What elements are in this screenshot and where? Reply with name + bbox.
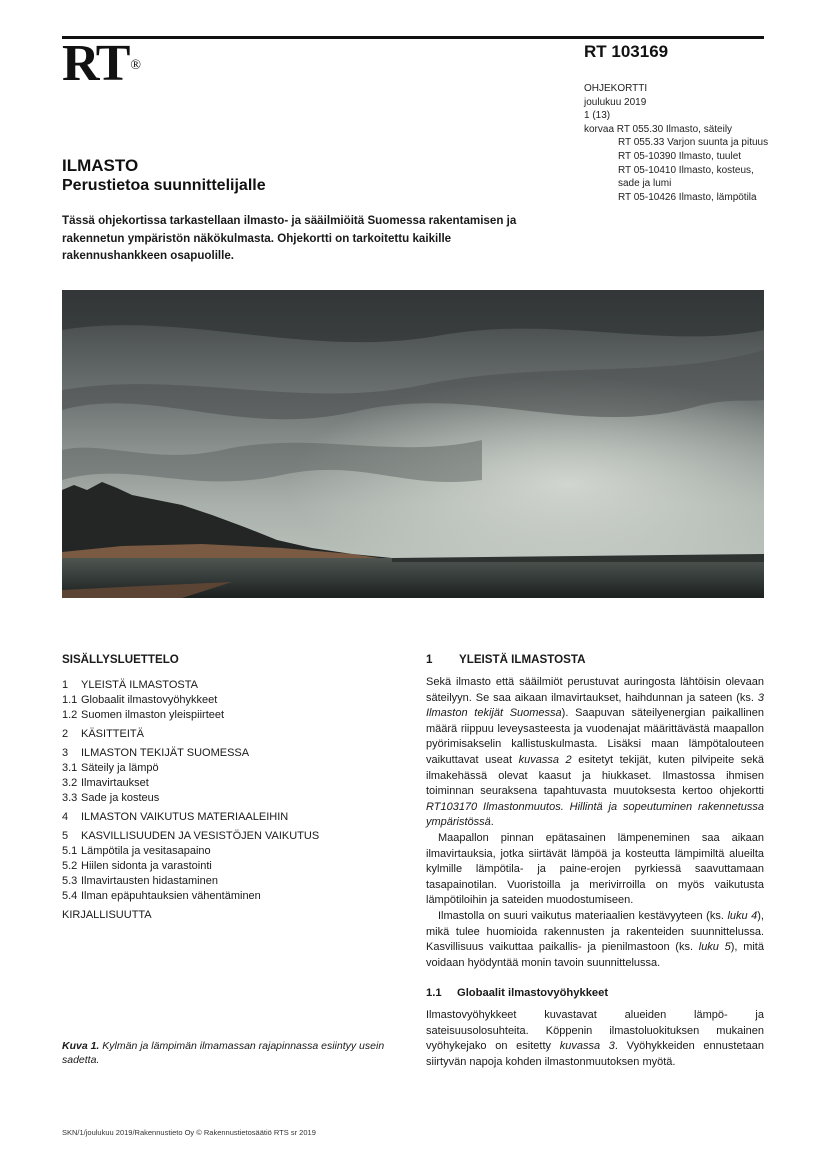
toc-entry: [62, 746, 402, 761]
toc-entry: [62, 761, 402, 776]
toc-number: 3: [62, 746, 69, 759]
toc-entry: [62, 889, 402, 904]
figure-caption: [62, 1039, 406, 1067]
caption-label: Kuva 1.: [62, 1040, 100, 1052]
replaces-line: RT 05-10410 Ilmasto, kosteus,: [618, 164, 754, 176]
page-count: 1 (13): [584, 110, 611, 122]
toc-number: 3.3: [62, 792, 78, 805]
toc-number: 2: [62, 728, 69, 741]
section-number: 1: [426, 653, 433, 666]
toc-number: 1: [62, 679, 69, 691]
toc-label: ILMASTON TEKIJÄT SUOMESSA: [81, 746, 250, 759]
toc-label: KÄSITTEITÄ: [81, 728, 144, 741]
replaces-line: RT 05-10390 Ilmasto, tuulet: [618, 150, 742, 162]
toc-number: 5.4: [62, 890, 78, 903]
toc-label: Hiilen sidonta ja varastointi: [81, 860, 212, 873]
toc-number: 3.2: [62, 777, 78, 790]
toc-entry: [62, 776, 402, 791]
subsection-heading: [426, 987, 608, 999]
toc-number: 1.2: [62, 709, 78, 722]
toc-number: 5.3: [62, 875, 78, 888]
cross-reference: RT103170 Ilmastonmuutos. Hillintä ja sopeutuminen rakennetussa ympäristössä: [426, 800, 764, 829]
toc-entry: [62, 791, 402, 806]
section-heading: [426, 653, 585, 666]
toc-entry: [62, 708, 402, 723]
table-of-contents: [62, 678, 402, 923]
intro-paragraph: Tässä ohjekortissa tarkastellaan ilmasto- ja sääilmiöitä Suomessa rakentamisen ja rakennetun ympäristön näkökulmasta. Ohjekortti on tarkoitettu kaikille rakennushankkeen osapuolille.: [62, 214, 517, 262]
page-subtitle: Perustietoa suunnittelijalle: [62, 177, 266, 194]
page-title: ILMASTO: [62, 156, 139, 175]
paragraph: Ilmastolla on suuri vaikutus materiaalien kestävyyteen (ks. luku 4), mikä tulee huomioida rakennusten ja rakenteiden suunnittelussa. Kasvillisuus vaikuttaa paikallis- ja pienilmastoon (ks. luku 5), mitä voidaan hyödyntää monin tavoin suunnittelussa.: [426, 909, 764, 969]
toc-entry: [62, 693, 402, 708]
section-body: [426, 675, 764, 971]
toc-entry: [62, 908, 402, 923]
paragraph: Maapallon pinnan epätasainen lämpeneminen saa aikaan ilmavirtauksia, jotka siirtävät lämpöä ja kosteutta lämpimiltä alueilta kylmille lämpötila- ja paine-erojen pyrkiessä saavuttamaan tasapainotilan. Vuoristoilla ja merivirroilla on myös vaikutusta lämpötiloihin ja sateiden muodostumiseen.: [426, 831, 764, 907]
toc-number: 4: [62, 811, 69, 823]
toc-entry: [62, 829, 402, 844]
document-meta: [584, 82, 768, 204]
subsection-number: 1.1: [426, 987, 442, 999]
replaces-line: RT 055.33 Varjon suunta ja pituus: [618, 137, 769, 149]
header-rule: [62, 36, 764, 39]
toc-entry: [62, 859, 402, 874]
toc-entry: [62, 727, 402, 742]
document-date: joulukuu 2019: [584, 96, 647, 108]
toc-entry: [62, 874, 402, 889]
toc-label: KASVILLISUUDEN JA VESISTÖJEN VAIKUTUS: [81, 829, 320, 842]
paragraph: Sekä ilmasto että sääilmiöt perustuvat auringosta lähtöisin olevaan säteilyyn. Se saa aikaan ilmavirtaukset, haihdunnan ja sateen (ks. 3 Ilmaston tekijät Suomessa). Saapuvan säteilyenergian paikallinen määrä riippuu leveysasteesta ja vuodenajat määrittävästä maapallon pyörimisakselin kallistuskulmasta. Lisäksi maan lämpötalouteen vaikuttavat useat kuvassa 2 esitetyt tekijät, kuten pilvipeite sekä ilmakehässä olevat kaasut ja hiukkaset. Ilmastossa ihmisen toiminnan seuraksena tapahtuvasta muutoksesta kertoo ohjekortti RT103170 Ilmastonmuutos. Hillintä ja sopeutuminen rakennetussa ympäristössä.: [426, 676, 764, 829]
toc-entry: [62, 844, 402, 859]
cross-reference: luku 5: [698, 941, 731, 954]
toc-label: YLEISTÄ ILMASTOSTA: [81, 679, 198, 691]
rt-logo: RT ®: [62, 35, 142, 92]
document-number: RT 103169: [584, 42, 669, 61]
toc-label: Lämpötila ja vesitasapaino: [81, 844, 211, 857]
toc-label: Globaalit ilmastovyöhykkeet: [81, 694, 218, 707]
cross-reference: kuvassa 3: [559, 1040, 615, 1053]
caption-text: Kylmän ja lämpimän ilmamassan rajapinnassa esiintyy usein sadetta.: [62, 1040, 385, 1066]
toc-number: 1.1: [62, 694, 78, 707]
toc-entry: [62, 678, 402, 693]
toc-label: ILMASTON VAIKUTUS MATERIAALEIHIN: [81, 811, 289, 823]
cross-reference: 3 Ilmaston tekijät Suomessa: [426, 691, 764, 720]
toc-label: Ilmavirtaukset: [81, 777, 149, 790]
storm-photo-illustration: [62, 290, 764, 598]
replaces-line: sade ja lumi: [618, 178, 672, 190]
storm-photo: [62, 290, 764, 598]
toc-label: Sade ja kosteus: [81, 792, 160, 805]
toc-label: Suomen ilmaston yleispiirteet: [81, 709, 225, 722]
toc-heading: SISÄLLYSLUETTELO: [62, 653, 179, 666]
toc-label: Ilman epäpuhtauksien vähentäminen: [81, 890, 261, 903]
toc-label: KIRJALLISUUTTA: [62, 909, 152, 922]
document-type: OHJEKORTTI: [584, 83, 648, 94]
replaces-line: RT 05-10426 Ilmasto, lämpötila: [618, 191, 757, 203]
toc-entry: [62, 810, 402, 825]
toc-number: 3.1: [62, 761, 78, 774]
replaces-line: korvaa RT 055.30 Ilmasto, säteily: [584, 123, 733, 135]
cross-reference: luku 4: [727, 909, 758, 922]
toc-label: Ilmavirtausten hidastaminen: [81, 875, 218, 888]
toc-number: 5.1: [62, 844, 78, 857]
section-title: YLEISTÄ ILMASTOSTA: [459, 653, 586, 666]
cross-reference: kuvassa 2: [518, 753, 572, 766]
subsection-title: Globaalit ilmastovyöhykkeet: [457, 987, 609, 999]
toc-number: 5.2: [62, 860, 78, 873]
subsection-body: Ilmastovyöhykkeet kuvastavat alueiden lämpö- ja sateisuusolosuhteita. Köppenin ilmastoluokituksen mukainen vyöhykejako on esitetty kuvassa 3. Vyöhykkeiden ennustetaan siirtyvän napoja kohden ilmastonmuutoksen myötä.: [426, 1009, 764, 1068]
toc-label: Säteily ja lämpö: [81, 761, 159, 774]
page-footer: SKN/1/joulukuu 2019/Rakennustieto Oy © Rakennustietosäätiö RTS sr 2019: [62, 1128, 316, 1137]
toc-number: 5: [62, 829, 69, 842]
